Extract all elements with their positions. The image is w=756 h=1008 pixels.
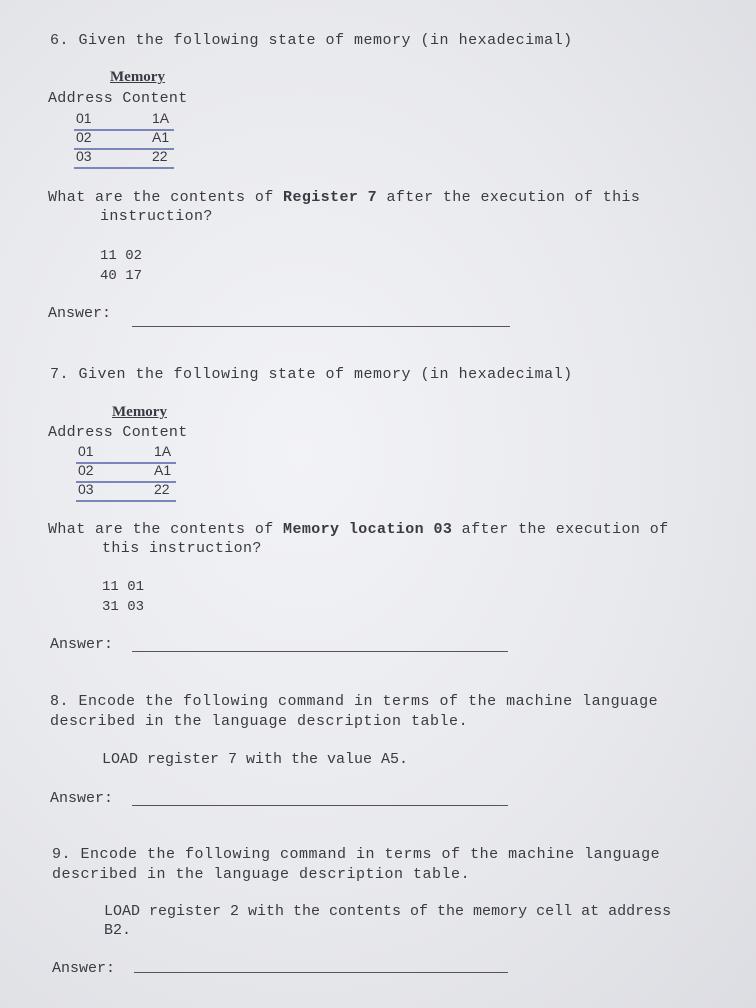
- q6-row-content: A1: [152, 129, 170, 145]
- q6-memory-row: [74, 129, 174, 150]
- q7-memory-row: [76, 462, 176, 483]
- q6-question-bold: Register 7: [283, 189, 378, 206]
- q7-code-line: 31 03: [102, 599, 145, 615]
- q8-task: LOAD register 7 with the value A5.: [102, 751, 409, 768]
- q6-row-address: 02: [76, 129, 92, 145]
- q9-title-line2: described in the language description table.: [52, 866, 471, 883]
- q7-row-address: 03: [78, 481, 94, 497]
- q6-answer-label: Answer:: [48, 305, 112, 322]
- q6-answer-line[interactable]: [132, 326, 510, 327]
- q8-title-line1: 8. Encode the following command in terms of the machine language: [50, 693, 659, 710]
- q6-question: [48, 188, 640, 207]
- q6-row-address: 03: [76, 148, 92, 164]
- q6-question-suffix: after the execution of this: [377, 189, 641, 206]
- q9-answer-label: Answer:: [52, 960, 116, 977]
- q8-answer-label: Answer:: [50, 790, 114, 807]
- q7-question-line2: this instruction?: [102, 540, 262, 557]
- q7-row-address: 02: [78, 462, 94, 478]
- q6-code-line: 40 17: [100, 268, 143, 284]
- q7-memory-row: [76, 443, 176, 464]
- q8-title-line2: described in the language description table.: [50, 713, 469, 730]
- q6-code-line: 11 02: [100, 248, 143, 264]
- q7-row-content: A1: [154, 462, 172, 478]
- q8-answer-line[interactable]: [132, 805, 508, 806]
- q7-row-content: 1A: [154, 443, 172, 459]
- q7-memory-row: [76, 481, 176, 502]
- q6-memory-heading: Memory: [110, 69, 165, 85]
- q6-memory-columns: Address Content: [48, 90, 188, 107]
- q7-question-bold: Memory location 03: [283, 521, 453, 538]
- q7-answer-label: Answer:: [50, 636, 114, 653]
- q6-row-content: 1A: [152, 110, 170, 126]
- q9-title-line1: 9. Encode the following command in terms of the machine language: [52, 846, 661, 863]
- q6-title: 6. Given the following state of memory (in hexadecimal): [50, 32, 573, 49]
- q6-question-prefix: What are the contents of: [48, 189, 284, 206]
- q7-memory-columns: Address Content: [48, 424, 188, 441]
- q6-question-line2: instruction?: [100, 208, 213, 225]
- q7-question: [48, 520, 669, 539]
- q7-question-prefix: What are the contents of: [48, 521, 284, 538]
- q7-title: 7. Given the following state of memory (in hexadecimal): [50, 366, 573, 383]
- q6-row-address: 01: [76, 110, 92, 126]
- q7-question-suffix: after the execution of: [452, 521, 669, 538]
- q6-memory-row: [74, 110, 174, 131]
- q7-row-address: 01: [78, 443, 94, 459]
- q9-task-line2: B2.: [104, 922, 132, 939]
- q7-row-content: 22: [154, 481, 170, 497]
- q9-task-line1: LOAD register 2 with the contents of the memory cell at address: [104, 903, 672, 920]
- q7-code-line: 11 01: [102, 579, 145, 595]
- q7-answer-line[interactable]: [132, 651, 508, 652]
- q6-memory-row: [74, 148, 174, 169]
- q7-memory-heading: Memory: [112, 404, 167, 420]
- q6-row-content: 22: [152, 148, 168, 164]
- q9-answer-line[interactable]: [134, 972, 508, 973]
